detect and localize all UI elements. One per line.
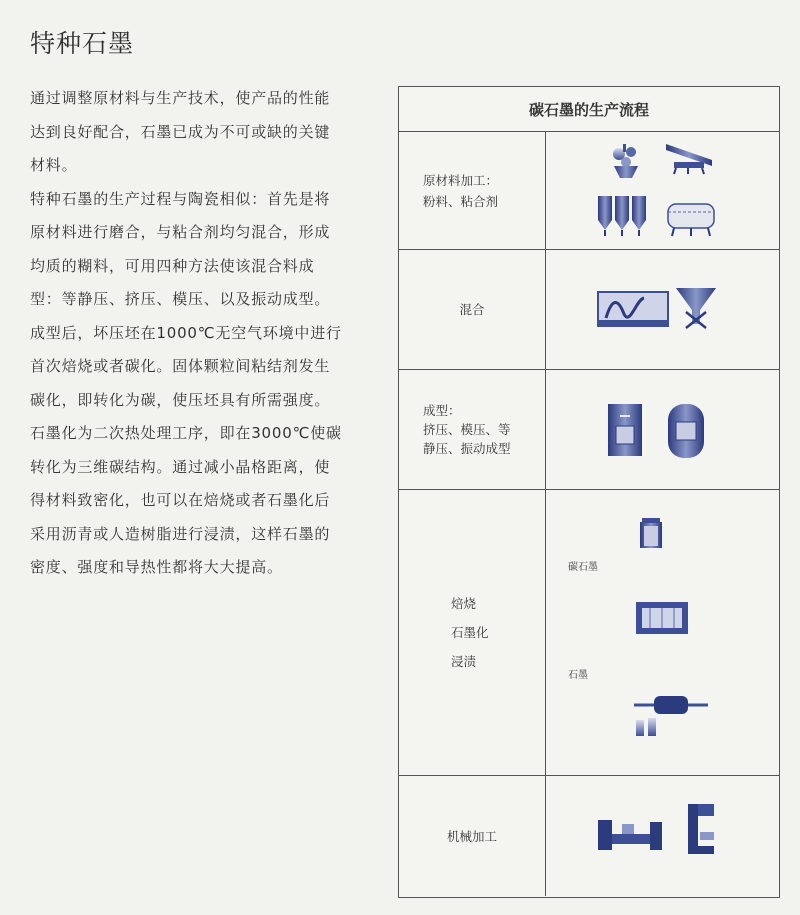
table-title: 碳石墨的生产流程 xyxy=(399,87,779,132)
storage-tank-icon xyxy=(664,198,718,238)
mold-icon xyxy=(666,402,706,460)
paragraph: 通过调整原材料与生产技术，使产品的性能达到良好配合，石墨已成为不可或缺的关键材料。 xyxy=(30,89,331,174)
furnace-icon xyxy=(638,516,664,550)
process-table xyxy=(398,86,780,898)
row-label: 原材料加工： 粉料、粘合剂 xyxy=(399,132,546,249)
vibrating-screen-icon xyxy=(664,140,714,176)
impregnation-vessel-icon xyxy=(632,690,712,740)
table-row xyxy=(399,250,779,370)
row-label: 成型： 挤压、模压、等 静压、振动成型 xyxy=(399,370,546,489)
row-label: 机械加工 xyxy=(399,776,546,896)
table-row xyxy=(399,490,779,776)
press-icon xyxy=(606,402,644,458)
table-row xyxy=(399,370,779,490)
lathe-icon xyxy=(596,812,664,854)
grinder-icon xyxy=(606,142,646,182)
table-row xyxy=(399,132,779,250)
mixer-icon xyxy=(596,288,670,330)
row-label: 混合 xyxy=(399,250,546,369)
body-text xyxy=(30,82,342,585)
graphitization-furnace-icon xyxy=(634,600,690,636)
row-label: 焙烧 石墨化 浸渍 xyxy=(399,490,546,775)
sub-label-carbon-graphite: 碳石墨 xyxy=(568,562,598,573)
silos-icon xyxy=(596,194,648,238)
page-title: 特种石墨 xyxy=(30,29,135,58)
table-row xyxy=(399,776,779,896)
sub-label-graphite: 石墨 xyxy=(568,670,588,681)
milling-machine-icon xyxy=(686,802,716,856)
hopper-icon xyxy=(674,284,718,330)
paragraph: 特种石墨的生产过程与陶瓷相似：首先是将原材料进行磨合，与粘合剂均匀混合，形成均质的糊料，可用四种方法使该混合料成型：等静压、挤压、模压、以及振动成型。成型后，坏压坯在1000℃无空气环境中进行首次焙烧或者碳化。固体颗粒间粘结剂发生碳化，即转化为碳，使压坯具有所需强度。石墨化为二次热处理工序，即在3000℃使碳转化为三维碳结构。通过减小晶格距离，使得材料致密化，也可以在焙烧或者石墨化后采用沥青或人造树脂进行浸渍，这样石墨的密度、强度和导热性都将大大提高。 xyxy=(30,189,342,576)
